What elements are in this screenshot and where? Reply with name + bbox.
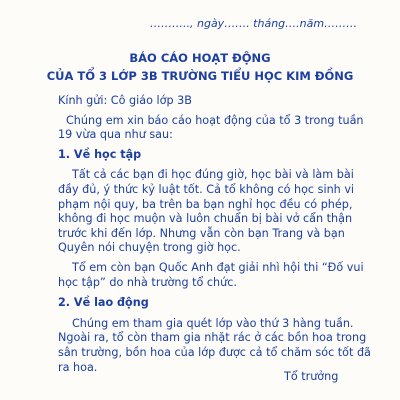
dateline: ……….., ngày……. tháng….năm……… <box>150 17 358 30</box>
intro-paragraph: Chúng em xin báo cáo hoạt động của tổ 3 trong tuần 19 vừa qua như sau: <box>58 113 364 142</box>
study-paragraph-2: Tổ em còn bạn Quốc Anh đạt giải nhì hội thi “Đố vui học tập” do nhà trường tổ chức. <box>58 260 364 289</box>
labor-paragraph-1: Chúng em tham gia quét lớp vào thứ 3 hàng tuần. Ngoài ra, tổ còn tham gia nhặt rác ở các bồn hoa trong sân trường, bồn hoa của lớp được cả tổ chăm sóc tốt đã ra hoa. <box>58 316 371 374</box>
section-heading-labor: 2. Về lao động <box>58 296 149 310</box>
report-title: BÁO CÁO HOẠT ĐỘNG <box>129 51 271 65</box>
report-body <box>58 94 374 380</box>
report-subtitle: CỦA TỔ 3 LỚP 3B TRƯỜNG TIỂU HỌC KIM ĐỒNG <box>46 69 354 83</box>
signature-label: Tổ trưởng <box>284 370 339 383</box>
study-paragraph-1: Tất cả các bạn đi học đúng giờ, học bài và làm bài đầy đủ, ý thức kỷ luật tốt. Cả tổ không có học sinh vi phạm nội quy, ba trên ba bạn nghỉ học đều có phép, không đi học muộn và luôn chuẩn bị bài vở cẩn thận trước khi đến lớp. Nhưng vẫn còn bạn Trang và bạn Quyên nói chuyện trong giờ học. <box>58 168 355 255</box>
section-heading-study: 1. Về học tập <box>58 147 142 161</box>
greeting: Kính gửi: Cô giáo lớp 3B <box>58 94 192 107</box>
